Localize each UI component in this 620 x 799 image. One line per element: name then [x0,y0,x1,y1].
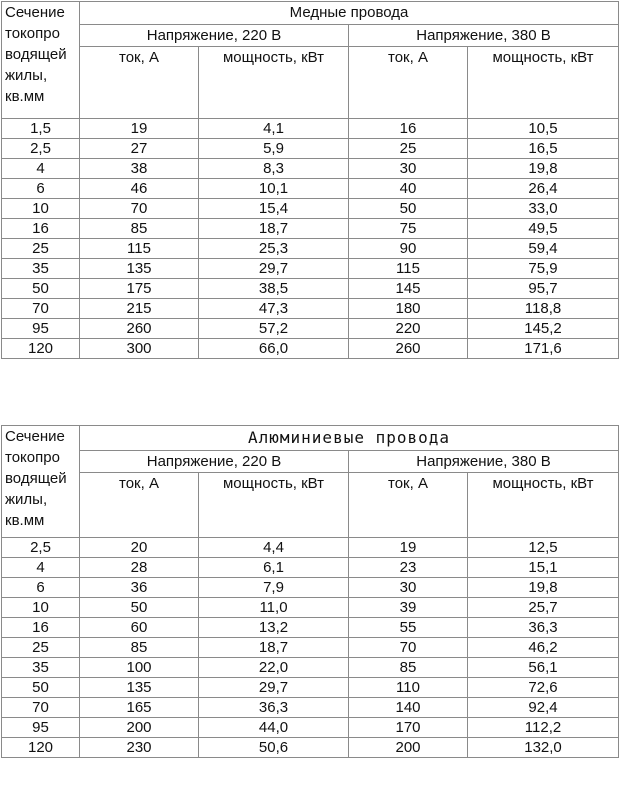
current-220-cell: 215 [80,299,199,319]
cross-section-cell: 16 [2,219,80,239]
current-220-cell: 135 [80,259,199,279]
power-header: мощность, кВт [468,473,619,538]
current-220-cell: 165 [80,698,199,718]
table-row [2,219,619,239]
cross-section-cell: 2,5 [2,139,80,159]
current-380-cell: 145 [349,279,468,299]
cross-section-cell: 10 [2,598,80,618]
power-220-cell: 44,0 [199,718,349,738]
table-row [2,339,619,359]
power-380-cell: 132,0 [468,738,619,758]
table-row [2,299,619,319]
current-220-cell: 50 [80,598,199,618]
current-380-cell: 90 [349,239,468,259]
table-row [2,738,619,758]
current-380-cell: 110 [349,678,468,698]
power-220-cell: 5,9 [199,139,349,159]
table-row [2,119,619,139]
power-220-cell: 50,6 [199,738,349,758]
current-220-cell: 27 [80,139,199,159]
power-220-cell: 4,1 [199,119,349,139]
power-380-cell: 15,1 [468,558,619,578]
table-row [2,578,619,598]
power-380-cell: 33,0 [468,199,619,219]
current-header: ток, А [80,473,199,538]
current-220-cell: 36 [80,578,199,598]
power-380-cell: 59,4 [468,239,619,259]
power-380-cell: 19,8 [468,159,619,179]
section-header: Сечение токопро водящей жилы, кв.мм [2,426,80,538]
table-row [2,199,619,219]
current-220-cell: 28 [80,558,199,578]
voltage-380-header: Напряжение, 380 В [349,451,619,473]
power-header: мощность, кВт [199,473,349,538]
power-220-cell: 11,0 [199,598,349,618]
table-row [2,698,619,718]
current-220-cell: 300 [80,339,199,359]
current-380-cell: 55 [349,618,468,638]
current-220-cell: 135 [80,678,199,698]
table-row [2,658,619,678]
power-380-cell: 56,1 [468,658,619,678]
power-380-cell: 25,7 [468,598,619,618]
current-220-cell: 70 [80,199,199,219]
power-380-cell: 145,2 [468,319,619,339]
current-380-cell: 140 [349,698,468,718]
copper-wire-table [1,1,619,359]
table-row [2,179,619,199]
cross-section-cell: 95 [2,718,80,738]
current-380-cell: 115 [349,259,468,279]
current-380-cell: 39 [349,598,468,618]
power-220-cell: 25,3 [199,239,349,259]
current-header: ток, А [349,473,468,538]
current-380-cell: 180 [349,299,468,319]
current-220-cell: 46 [80,179,199,199]
current-380-cell: 170 [349,718,468,738]
cross-section-cell: 10 [2,199,80,219]
current-220-cell: 200 [80,718,199,738]
voltage-380-header: Напряжение, 380 В [349,25,619,47]
table-row [2,159,619,179]
table-row [2,538,619,558]
cross-section-cell: 25 [2,239,80,259]
cross-section-cell: 70 [2,299,80,319]
current-380-cell: 40 [349,179,468,199]
power-380-cell: 95,7 [468,279,619,299]
power-380-cell: 19,8 [468,578,619,598]
power-220-cell: 66,0 [199,339,349,359]
section-header: Сечение токопро водящей жилы, кв.мм [2,2,80,119]
current-380-cell: 70 [349,638,468,658]
table-row [2,279,619,299]
power-220-cell: 57,2 [199,319,349,339]
power-220-cell: 10,1 [199,179,349,199]
cross-section-cell: 6 [2,179,80,199]
current-220-cell: 85 [80,638,199,658]
power-220-cell: 6,1 [199,558,349,578]
aluminum-wire-table [1,425,619,758]
power-380-cell: 36,3 [468,618,619,638]
voltage-220-header: Напряжение, 220 В [80,451,349,473]
power-380-cell: 75,9 [468,259,619,279]
power-380-cell: 16,5 [468,139,619,159]
power-220-cell: 15,4 [199,199,349,219]
power-220-cell: 36,3 [199,698,349,718]
power-220-cell: 47,3 [199,299,349,319]
cross-section-cell: 95 [2,319,80,339]
table-row [2,678,619,698]
table-row [2,239,619,259]
cross-section-cell: 50 [2,678,80,698]
table-title: Алюминиевые провода [80,426,619,451]
current-380-cell: 50 [349,199,468,219]
power-header: мощность, кВт [199,47,349,119]
current-380-cell: 25 [349,139,468,159]
power-380-cell: 112,2 [468,718,619,738]
cross-section-cell: 1,5 [2,119,80,139]
current-220-cell: 115 [80,239,199,259]
current-380-cell: 30 [349,578,468,598]
current-380-cell: 30 [349,159,468,179]
current-220-cell: 60 [80,618,199,638]
power-220-cell: 8,3 [199,159,349,179]
power-220-cell: 18,7 [199,638,349,658]
cross-section-cell: 120 [2,339,80,359]
table-title: Медные провода [80,2,619,25]
current-380-cell: 200 [349,738,468,758]
table-row [2,139,619,159]
power-220-cell: 7,9 [199,578,349,598]
copper-table-body [2,119,619,359]
power-380-cell: 72,6 [468,678,619,698]
power-220-cell: 18,7 [199,219,349,239]
current-380-cell: 75 [349,219,468,239]
power-380-cell: 10,5 [468,119,619,139]
power-380-cell: 12,5 [468,538,619,558]
current-220-cell: 38 [80,159,199,179]
power-380-cell: 171,6 [468,339,619,359]
power-220-cell: 13,2 [199,618,349,638]
table-row [2,718,619,738]
power-380-cell: 92,4 [468,698,619,718]
current-220-cell: 19 [80,119,199,139]
current-380-cell: 19 [349,538,468,558]
power-380-cell: 49,5 [468,219,619,239]
voltage-220-header: Напряжение, 220 В [80,25,349,47]
current-220-cell: 85 [80,219,199,239]
power-220-cell: 29,7 [199,678,349,698]
cross-section-cell: 35 [2,259,80,279]
power-380-cell: 46,2 [468,638,619,658]
table-row [2,618,619,638]
cross-section-cell: 4 [2,159,80,179]
current-380-cell: 220 [349,319,468,339]
cross-section-cell: 120 [2,738,80,758]
cross-section-cell: 70 [2,698,80,718]
current-220-cell: 230 [80,738,199,758]
power-220-cell: 22,0 [199,658,349,678]
power-380-cell: 26,4 [468,179,619,199]
cross-section-cell: 2,5 [2,538,80,558]
cross-section-cell: 16 [2,618,80,638]
cross-section-cell: 25 [2,638,80,658]
current-220-cell: 20 [80,538,199,558]
table-row [2,558,619,578]
cross-section-cell: 4 [2,558,80,578]
cross-section-cell: 6 [2,578,80,598]
table-row [2,259,619,279]
current-220-cell: 175 [80,279,199,299]
current-380-cell: 23 [349,558,468,578]
power-220-cell: 29,7 [199,259,349,279]
power-380-cell: 118,8 [468,299,619,319]
current-220-cell: 100 [80,658,199,678]
power-220-cell: 38,5 [199,279,349,299]
current-380-cell: 260 [349,339,468,359]
current-380-cell: 16 [349,119,468,139]
power-220-cell: 4,4 [199,538,349,558]
current-header: ток, А [80,47,199,119]
current-header: ток, А [349,47,468,119]
table-row [2,319,619,339]
aluminum-table-body [2,538,619,758]
cross-section-cell: 35 [2,658,80,678]
cross-section-cell: 50 [2,279,80,299]
power-header: мощность, кВт [468,47,619,119]
table-row [2,638,619,658]
current-380-cell: 85 [349,658,468,678]
table-row [2,598,619,618]
current-220-cell: 260 [80,319,199,339]
